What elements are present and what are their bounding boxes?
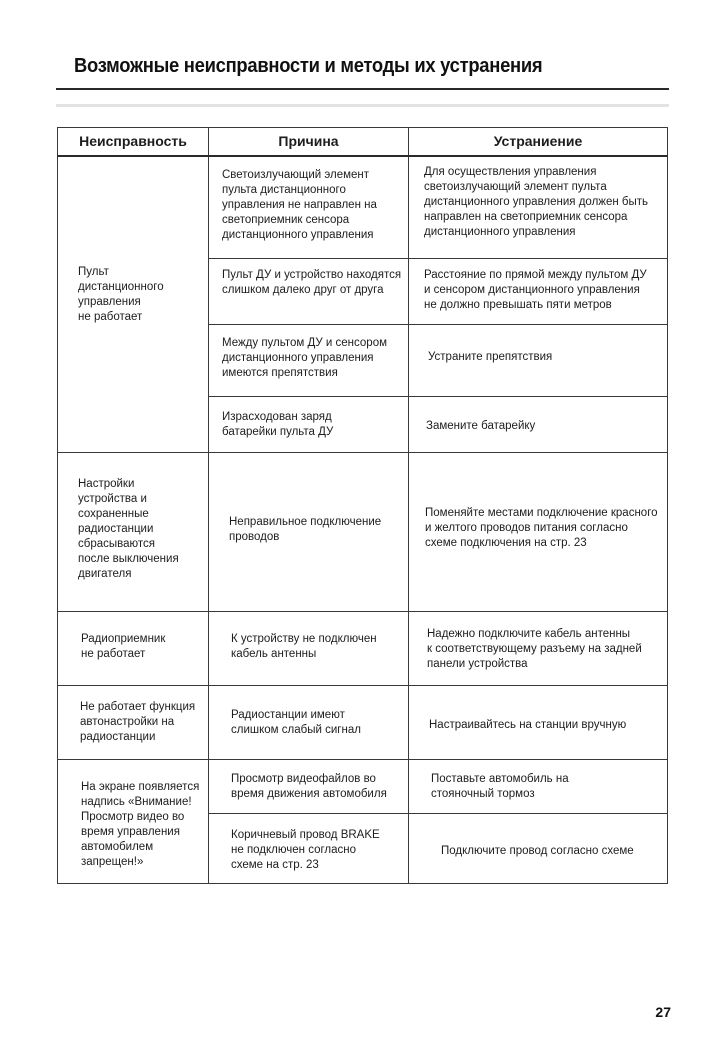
- solution-text: Замените батарейку: [426, 419, 536, 432]
- solution-cell: [409, 156, 668, 258]
- cause-cell: [209, 759, 409, 813]
- cause-cell: [209, 452, 409, 611]
- solution-text: Поменяйте местами подключение красного и желтого проводов питания согласно схеме подключения на стр. 23: [425, 506, 658, 549]
- fault-text: Радиоприемник не работает: [81, 632, 166, 660]
- fault-text: Настройки устройства и сохраненные радиостанции сбрасываются после выключения двигателя: [78, 477, 179, 580]
- solution-cell: [409, 813, 668, 883]
- cause-cell: [209, 396, 409, 452]
- cause-text: Пульт ДУ и устройство находятся слишком далеко друг от друга: [222, 268, 402, 296]
- title-rule-light: [56, 104, 669, 107]
- cause-cell: [209, 685, 409, 759]
- solution-cell: [409, 452, 668, 611]
- cause-cell: [209, 324, 409, 396]
- cause-text: К устройству не подключен кабель антенны: [231, 632, 377, 660]
- table-row: [58, 452, 668, 611]
- cause-text: Коричневый провод BRAKE не подключен согласно схеме на стр. 23: [231, 828, 380, 871]
- cause-text: Израсходован заряд батарейки пульта ДУ: [222, 410, 334, 438]
- solution-text: Настраивайтесь на станции вручную: [429, 718, 627, 731]
- solution-text: Поставьте автомобиль на стояночный тормоз: [431, 772, 569, 800]
- table-row: [58, 759, 668, 813]
- fault-cell: [58, 611, 209, 685]
- page-title: Возможные неисправности и методы их устранения: [74, 55, 543, 77]
- fault-text: Не работает функция автонастройки на радиостанции: [80, 700, 196, 743]
- solution-cell: [409, 611, 668, 685]
- fault-cell: [58, 452, 209, 611]
- fault-cell: [58, 685, 209, 759]
- cause-text: Неправильное подключение проводов: [229, 515, 382, 543]
- cause-text: Между пультом ДУ и сенсором дистанционного управления имеются препятствия: [222, 336, 387, 379]
- header-cause: Причина: [209, 128, 409, 157]
- solution-cell: [409, 258, 668, 324]
- solution-text: Надежно подключите кабель антенны к соответствующему разъему на задней панели устройства: [427, 627, 642, 670]
- fault-text: На экране появляется надпись «Внимание! Просмотр видео во время управления автомобилем запрещен!»: [81, 780, 200, 868]
- troubleshooting-table: [57, 127, 668, 884]
- cause-text: Просмотр видеофайлов во время движения автомобиля: [231, 772, 387, 800]
- cause-cell: [209, 611, 409, 685]
- cause-cell: [209, 813, 409, 883]
- header-fault: Неисправность: [58, 128, 209, 157]
- header-solution: Устраниение: [409, 128, 668, 157]
- solution-text: Устраните препятствия: [428, 350, 553, 363]
- page-number: 27: [655, 1004, 671, 1020]
- fault-cell: [58, 156, 209, 452]
- fault-text: Пульт дистанционного управления не работает: [78, 266, 164, 323]
- fault-cell: [58, 759, 209, 883]
- solution-text: Подключите провод согласно схеме: [441, 844, 634, 857]
- cause-cell: [209, 156, 409, 258]
- solution-text: Для осуществления управления светоизлучающий элемент пульта дистанционного управления должен быть направлен на светоприемник сенсора дистанционного управления: [424, 166, 649, 238]
- table-header-row: [58, 128, 668, 157]
- table-row: [58, 611, 668, 685]
- solution-cell: [409, 396, 668, 452]
- cause-cell: [209, 258, 409, 324]
- table-row: [58, 156, 668, 258]
- table-row: [58, 685, 668, 759]
- solution-cell: [409, 759, 668, 813]
- cause-text: Светоизлучающий элемент пульта дистанционного управления не направлен на светоприемник сенсора дистанционного управления: [222, 169, 377, 241]
- cause-text: Радиостанции имеют слишком слабый сигнал: [231, 708, 361, 736]
- title-rule: [56, 88, 669, 90]
- solution-cell: [409, 324, 668, 396]
- solution-text: Расстояние по прямой между пультом ДУ и сенсором дистанционного управления не должно превышать пяти метров: [424, 268, 647, 311]
- solution-cell: [409, 685, 668, 759]
